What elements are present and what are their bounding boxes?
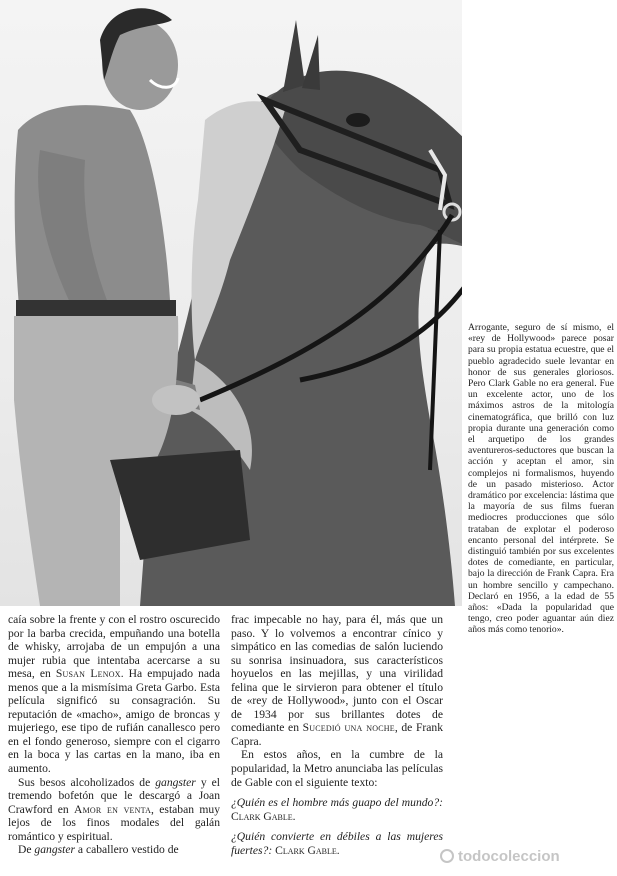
article-right-column: [231, 613, 443, 857]
film-title: Sucedió una noche: [302, 721, 395, 735]
paragraph: De gangster a caballero vestido de: [18, 843, 179, 857]
slogan-question: ¿Quién convierte en débiles a las mujeres fuertes?: Clark Gable.: [231, 830, 443, 857]
paragraph: Sus besos alcoholizados de gangster y el tremendo bofetón que le descargó a Joan Crawford en Amor en venta, estaban muy lejos de los finos modales del galán romántico y espiritual.: [8, 775, 220, 843]
slogan-question: ¿Quién es el hombre más guapo del mundo?: Clark Gable.: [231, 796, 443, 823]
film-title: Amor en venta: [74, 802, 152, 816]
paragraph: caía sobre la frente y con el rostro oscurecido por la barba crecida, empuñando una botella de whisky, arrojaba de un empujón a una mujer rubia que intentaba acercarse a su mesa, en Susan Lenox. Ha empujado nada menos que a la mismísima Greta Garbo. Esta película significó su consagración. Su reputación de «macho», amigo de broncas y mujeriego, ese tipo de rufián canallesco pero en el fondo generoso, siempre con el cigarro en la boca y las cartas en la mano, iba en aumento.: [8, 613, 220, 776]
watermark-logo-icon: [440, 849, 454, 863]
photo-caption: Arrogante, seguro de sí mismo, el «rey de Hollywood» parece posar para su propia estatua ecuestre, que el pueblo agradecido suele levantar en honor de sus generales gloriosos. Pero Clark Gable no era general. Fue un excelente actor, uno de los máximos astros de la mitología cinematográfica, que brilló con luz propia durante una generación como el arquetipo de los grandes aventureros-seductores que buscan la acción y aceptan el amor, sin complejos ni formalismos, huyendo de un pasado misterioso. Actor dramático por excelencia: lástima que la mayoría de sus films fueran mediocres producciones que sólo trataban de explotar el poderoso encanto personal del intérprete. Se distinguió también por sus excelentes dotes de comediante, en particular, bajo la dirección de Frank Capra. Era un hombre sencillo y campechano. Declaró en 1956, a la edad de 55 años: «Dada la popularidad que tengo, creo poder aguantar aún diez años más como tenorio».: [468, 322, 614, 636]
paragraph: frac impecable no hay, para él, más que un paso. Y lo volvemos a encontrar cínico y simpático en las comedias de salón luciendo su sonrisa insinuadora, sus característicos hoyuelos en las mejillas, y una virilidad felina que le sirvieron para obtener el título de «rey de Hollywood», junto con el Oscar de 1934 por sus brillantes dotes de comediante en Sucedió una noche, de Frank Capra.: [231, 613, 443, 748]
article-left-column: [8, 613, 220, 857]
film-title: Susan Lenox: [55, 667, 121, 681]
watermark: todocoleccion: [440, 846, 610, 866]
paragraph: En estos años, en la cumbre de la popularidad, la Metro anunciaba las películas de Gable con el siguiente texto:: [231, 748, 443, 789]
